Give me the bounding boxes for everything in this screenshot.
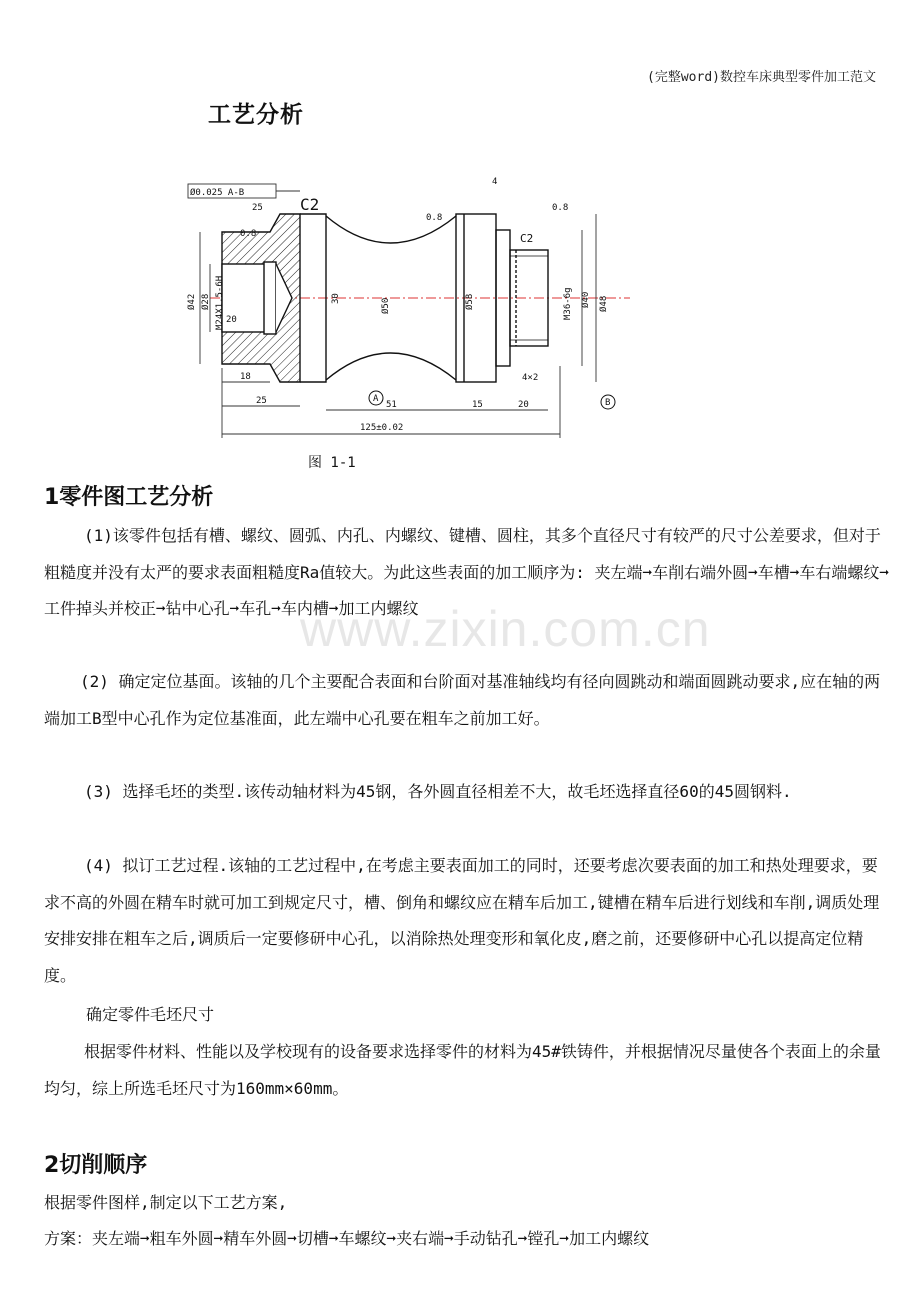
- label-dia48: Ø48: [599, 295, 609, 312]
- label-thread-left: M24X1.5-6H: [215, 275, 225, 330]
- label-dia58: Ø58: [465, 293, 475, 310]
- section2-title: 2切削顺序: [44, 1153, 148, 1178]
- section1-para1: (1)该零件包括有槽、螺纹、圆弧、内孔、内螺纹、键槽、圆柱，其多个直径尺寸有较严的尺寸公差要求，但对于粗糙度并没有太严的要求表面粗糙度Ra值较大。为此这些表面的加工顺序为: 夹左端➞车削右端外圆➞车槽➞车右端螺纹➞工件掉头并校正➞钻中心孔➞车孔➞车内槽➞加工内螺纹: [44, 526, 890, 618]
- label-overall: 125±0.02: [360, 423, 404, 433]
- label-4x2: 4×2: [522, 373, 539, 383]
- document-title: 工艺分析: [208, 102, 304, 128]
- tolerance-frame: Ø0.025 A-B: [190, 188, 245, 198]
- part-drawing: [160, 170, 640, 450]
- label-dia42: Ø42: [187, 293, 197, 310]
- label-08b: 0.8: [426, 213, 443, 223]
- label-c2-left: C2: [300, 195, 320, 214]
- label-08c: 0.8: [552, 203, 569, 213]
- label-20v: 20: [226, 315, 237, 325]
- label-20: 20: [518, 400, 529, 410]
- section2-para1: 根据零件图样,制定以下工艺方案,: [44, 1193, 288, 1212]
- label-30: 30: [331, 293, 341, 304]
- label-18: 18: [240, 372, 251, 382]
- section1-title: 1零件图工艺分析: [44, 485, 214, 510]
- datum-b: B: [605, 398, 611, 408]
- header-note: (完整word)数控车床典型零件加工范文: [647, 70, 876, 85]
- label-08a: 0.8: [240, 229, 257, 239]
- figure-caption: 图 1-1: [308, 455, 356, 471]
- section1-para4: (4) 拟订工艺过程.该轴的工艺过程中,在考虑主要表面加工的同时，还要考虑次要表面的加工和热处理要求，要求不高的外圆在精车时就可加工到规定尺寸，槽、倒角和螺纹应在精车后加工,键槽在精车后进行划线和车削,调质处理安排安排在粗车之后,调质后一定要修研中心孔，以消除热处理变形和氧化皮,磨之前，还要修研中心孔以提高定位精度。: [44, 856, 880, 985]
- label-4: 4: [492, 177, 498, 187]
- section1-subheading: 确定零件毛坯尺寸: [86, 1005, 215, 1024]
- section1-para3: (3) 选择毛坯的类型.该传动轴材料为45钢，各外圆直径相差不大，故毛坯选择直径60的45圆钢料.: [84, 782, 792, 801]
- label-dia50: Ø50: [381, 297, 391, 314]
- datum-a: A: [373, 394, 379, 404]
- label-dia28: Ø28: [201, 293, 211, 310]
- label-25b: 25: [256, 396, 267, 406]
- section2-para2: 方案：夹左端➞粗车外圆➞精车外圆➞切槽➞车螺纹➞夹右端➞手动钻孔➞镗孔➞加工内螺纹: [44, 1229, 650, 1248]
- label-15: 15: [472, 400, 483, 410]
- label-thread-right: M36-6g: [563, 287, 573, 320]
- section1-para5: 根据零件材料、性能以及学校现有的设备要求选择零件的材料为45#铁铸件，并根据情况尽量使各个表面上的余量均匀，综上所选毛坯尺寸为160mm×60mm。: [44, 1042, 881, 1098]
- watermark: www.zixin.com.cn: [300, 601, 711, 657]
- label-51: 51: [386, 400, 397, 410]
- label-dia40: Ø40: [581, 291, 591, 308]
- label-25a: 25: [252, 203, 263, 213]
- section1-para2: (2) 确定定位基面。该轴的几个主要配合表面和台阶面对基准轴线均有径向圆跳动和端面圆跳动要求,应在轴的两端加工B型中心孔作为定位基准面，此左端中心孔要在粗车之前加工好。: [44, 672, 881, 728]
- label-c2-right: C2: [520, 232, 534, 245]
